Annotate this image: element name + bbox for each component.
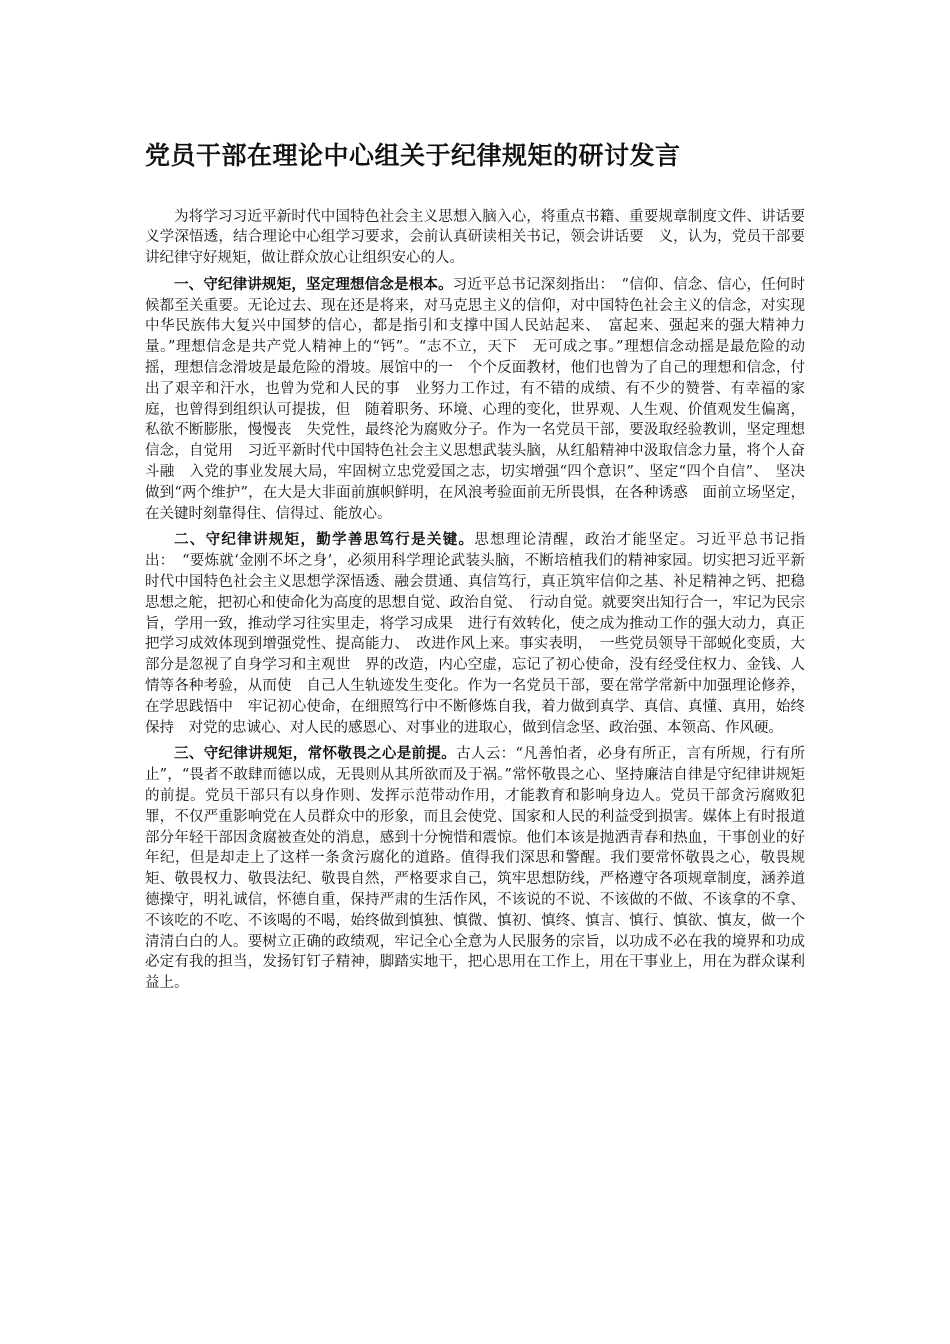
document-page [145,140,805,1000]
section-3-heading: 三、守纪律讲规矩，常怀敬畏之心是前提。 [174,745,457,763]
document-title: 党员干部在理论中心组关于纪律规矩的研讨发言 [145,141,681,170]
intro-paragraph: 为将学习习近平新时代中国特色社会主义思想入脑入心，将重点书籍、重要规章制度文件、讲话要义学深悟透，结合理论中心组学习要求，会前认真研读相关书记，领会讲话要 义，认为，党员干部要讲纪律守好规矩，做让群众放心让组织安心的人。 [145,208,805,267]
section-1-body: 习近平总书记深刻指出： “信仰、信念、信心，任何时候都至关重要。无论过去、现在还是将来，对马克思主义的信仰，对中国特色社会主义的信念，对实现中华民族伟大复兴中国梦的信心，都是指引和支撑中国人民站起来、 富起来、强起来的强大精神力量。”理想信念是共产党人精神上的“钙”。“志不立，天下 无可成之事。”理想信念动摇是最危险的动摇，理想信念滑坡是最危险的滑坡。展馆中的一 个个反面教材，他们也曾为了自己的理想和信念，付出了艰辛和汗水，也曾为党和人民的事 业努力工作过，有不错的成绩、有不少的赞誉、有幸福的家庭，也曾得到组织认可提拔，但 随着职务、环境、心理的变化，世界观、人生观、价值观发生偏离，私欲不断膨胀，慢慢丧 失党性，最终沦为腐败分子。作为一名党员干部，要汲取经验教训，坚定理想信念，自觉用 习近平新时代中国特色社会主义思想武装头脑，从红船精神中汲取信念力量，将个人奋斗融 入党的事业发展大局，牢固树立忠党爱国之志，切实增强“四个意识”、坚定“四个自信”、 坚决做到“两个维护”，在大是大非面前旗帜鲜明，在风浪考验面前无所畏惧，在各种诱惑 面前立场坚定，在关键时刻靠得住、信得过、能放心。 [145,276,806,522]
section-1-heading: 一、守纪律讲规矩，坚定理想信念是根本。 [174,275,453,293]
section-3-paragraph [145,744,805,994]
section-3-body: 古人云：“凡善怕者，必身有所正，言有所规，行有所止”，“畏者不敢肆而德以成，无畏则从其所欲而及于祸。”常怀敬畏之心、坚持廉洁自律是守纪律讲规矩的前提。党员干部只有以身作则、发挥示范带动作用，才能教育和影响身边人。党员干部贪污腐败犯罪，不仅严重影响党在人员群众中的形象，而且会使党、国家和人民的利益受到损害。媒体上有时报道部分年轻干部因贪腐被查处的消息，感到十分惋惜和震惊。他们本该是抛洒青春和热血，干事创业的好年纪，但是却走上了这样一条贪污腐化的道路。值得我们深思和警醒。我们要常怀敬畏之心，敬畏规矩、敬畏权力、敬畏法纪、敬畏自然，严格要求自己，筑牢思想防线，严格遵守各项规章制度，涵养道德操守，明礼诚信，怀德自重，保持严肃的生活作风，不该说的不说、不该做的不做、不该拿的不拿、不该吃的不吃、不该喝的不喝，始终做到慎独、慎微、慎初、慎终、慎言、慎行、慎欲、慎友，做一个清清白白的人。要树立正确的政绩观，牢记全心全意为人民服务的宗旨，以功成不必在我的境界和功成必定有我的担当，发扬钉钉子精神，脚踏实地干，把心思用在工作上，用在干事业上，用在为群众谋利益上。 [145,746,805,992]
section-1-paragraph [145,275,805,525]
section-2-body: 思想理论清醒，政治才能坚定。习近平总书记指出： “要炼就‘金刚不坏之身’，必须用科学理论武装头脑，不断培植我们的精神家园。切实把习近平新时代中国特色社会主义思想学深悟透、融会贯通、真信笃行，真正筑牢信仰之基、补足精神之钙、把稳思想之舵，把初心和使命化为高度的思想自觉、政治自觉、 行动自觉。就要突出知行合一，牢记为民宗旨，学用一致，推动学习往实里走，将学习成果 进行有效转化，使之成为推动工作的强大动力，真正把学习成效体现到增强党性、提高能力、 改进作风上来。事实表明， 一些党员领导干部蜕化变质，大部分是忽视了自身学习和主观世 界的改造，内心空虚，忘记了初心使命，没有经受住权力、金钱、人情等各种考验，从而使 自己人生轨迹发生变化。作为一名党员干部，要在常学常新中加强理论修养，在学思践悟中 牢记初心使命，在细照笃行中不断修炼自我，着力做到真学、真信、真懂、真用，始终保持 对党的忠诚心、对人民的感恩心、对事业的进取心，做到信念坚、政治强、本领高、作风硬。 [145,532,806,736]
section-2-heading: 二、守纪律讲规矩，勤学善思笃行是关键。 [174,531,475,549]
section-2-paragraph [145,530,805,738]
